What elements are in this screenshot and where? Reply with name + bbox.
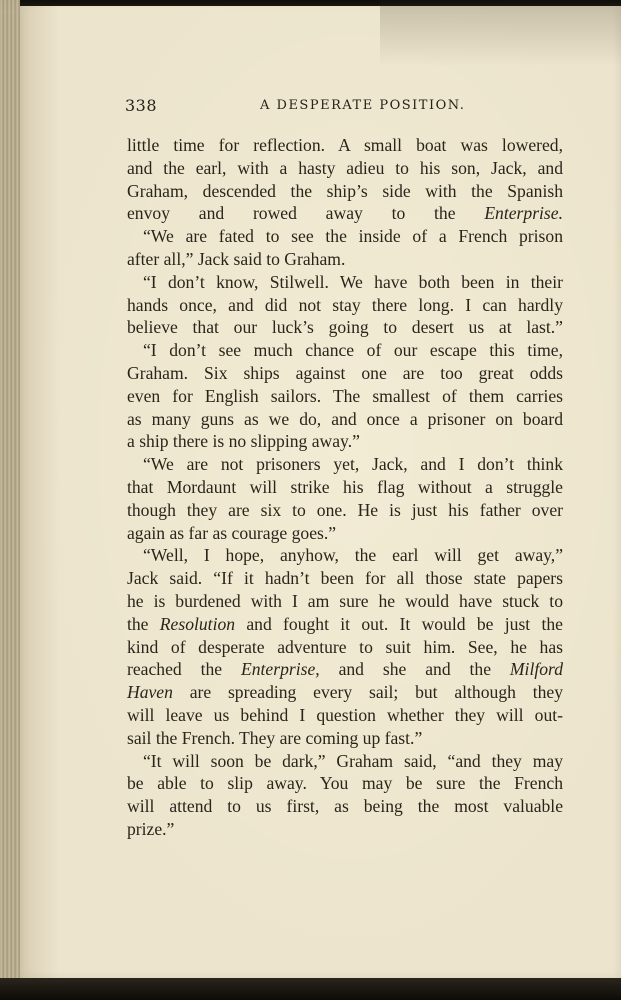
text-line: “We are not prisoners yet, Jack, and I don’t think bbox=[143, 454, 563, 475]
text-line: “It will soon be dark,” Graham said, “and they may bbox=[143, 750, 563, 771]
text-line: little time for reflection. A small boat was lowered, bbox=[127, 135, 563, 155]
bottom-shadow bbox=[0, 978, 621, 1000]
text-line: hands once, and did not stay there long. I can hardly bbox=[127, 294, 563, 315]
page-number: 338 bbox=[125, 96, 158, 115]
text-line: and the earl, with a hasty adieu to his son, Jack, and bbox=[127, 157, 563, 178]
text-line: “Well, I hope, anyhow, the earl will get away,” bbox=[143, 545, 563, 566]
text-line: “I don’t see much chance of our escape this time, bbox=[143, 340, 563, 361]
ship-name: Resolution bbox=[159, 613, 236, 634]
text-line: the Resolution and fought it out. It would be just the bbox=[127, 613, 563, 634]
text-line: “We are fated to see the inside of a French prison bbox=[143, 226, 563, 247]
text-line: Jack said. “If it hadn’t been for all those state papers bbox=[127, 568, 563, 589]
text-line: that Mordaunt will strike his flag without a struggle bbox=[127, 476, 563, 497]
text-line: be able to slip away. You may be sure the French bbox=[127, 773, 563, 794]
ship-name: Haven bbox=[127, 682, 173, 703]
text-line: kind of desperate adventure to suit him. See, he has bbox=[127, 636, 563, 657]
text-line: Graham. Six ships against one are too great odds bbox=[127, 362, 563, 383]
text-line: even for English sailors. The smallest of them carries bbox=[127, 385, 563, 406]
text-line: “I don’t know, Stilwell. We have both been in their bbox=[143, 271, 563, 292]
text-line: prize.” bbox=[127, 818, 175, 839]
text-line: reached the Enterprise, and she and the Milford bbox=[127, 659, 564, 680]
text-line: after all,” Jack said to Graham. bbox=[127, 248, 346, 269]
text-line: sail the French. They are coming up fast.” bbox=[127, 727, 423, 748]
text-line: will leave us behind I question whether they will out- bbox=[127, 704, 563, 725]
body-text bbox=[127, 134, 563, 841]
ship-name: Enterprise, bbox=[240, 659, 320, 680]
text-line: a ship there is no slipping away.” bbox=[127, 431, 360, 452]
text-line: though they are six to one. He is just his father over bbox=[127, 499, 563, 520]
text-line: he is burdened with I am sure he would have stuck to bbox=[127, 590, 563, 611]
page-header bbox=[125, 96, 565, 120]
text-line: Graham, descended the ship’s side with the Spanish bbox=[127, 180, 563, 201]
text-line: envoy and rowed away to the Enterprise. bbox=[127, 203, 563, 224]
fold-shadow bbox=[380, 6, 621, 66]
text-line: Haven are spreading every sail; but although they bbox=[127, 682, 563, 703]
text-line: believe that our luck’s going to desert us at last.” bbox=[127, 317, 563, 338]
text-line: will attend to us first, as being the most valuable bbox=[127, 796, 563, 817]
text-line: again as far as courage goes.” bbox=[127, 522, 337, 543]
ship-name: Enterprise. bbox=[484, 203, 563, 224]
running-head: A DESPERATE POSITION. bbox=[260, 98, 466, 113]
ship-name: Milford bbox=[509, 659, 564, 680]
text-line: as many guns as we do, and once a prisoner on board bbox=[127, 408, 563, 429]
page-stack-edges bbox=[0, 0, 20, 1000]
